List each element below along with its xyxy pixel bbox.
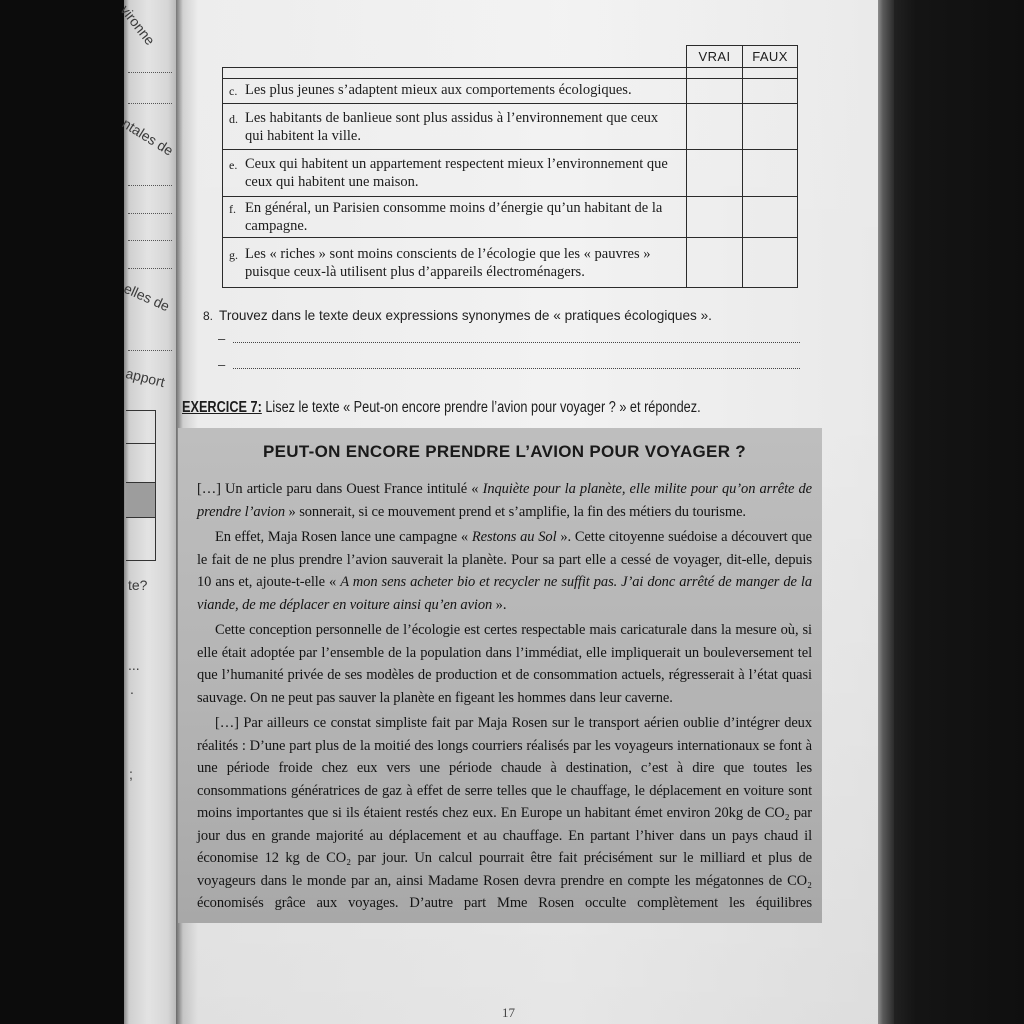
statement-text: Ceux qui habitent un appartement respectent mieux l’environnement que ceux qui habitent une maison. [245,156,668,190]
exercise-instruction: Lisez le texte « Peut-on encore prendre l’avion pour voyager ? » et répondez. [265,399,701,416]
left-page-fragment [117,0,184,1024]
paragraph-text: ». Cette citoyenne suédoise a découvert que le fait de ne plus prendre l’avion sauverait la planète. Pour sa part elle a cessé de voyager, dit-elle, depuis 10 ans et, ajoute-t-elle « [197,529,812,590]
left-page-table-line [126,410,156,411]
article-title: PEUT-ON ENCORE PRENDRE L’AVION POUR VOYAGER ? [263,442,746,461]
vrai-cell [687,150,743,197]
paragraph-text: Cette conception personnelle de l’écologie est certes respectable mais caricaturale dans la mesure où, si elle était adoptée par l’ensemble de la population dans l’immédiat, elle impliquerait un bouleversement tel que l’humanité privée de ses modèles de production et de consommation actuels, régresserait à l’état quasi sauvage. On ne peut pas sauver la planète en figeant les hommes dans leur caverne. [197,622,812,706]
faux-cell [743,238,798,288]
statement-label: c. [229,84,238,98]
paragraph-quote: Inquiète pour la planète, elle milite pour qu’on arrête de prendre l’avion [197,481,812,520]
paragraph-text: […] Un article paru dans Ouest France intitulé « [197,481,483,497]
article-paragraph [197,478,812,523]
vrai-cell [687,79,743,104]
left-page-dotted-line [128,185,172,186]
answer-line-1 [218,330,800,346]
left-page-dotted-line [128,240,172,241]
table-row [223,150,798,197]
left-page-dotted-line [128,72,172,73]
left-page-table-line [126,560,156,561]
left-page-text: ; [129,766,133,782]
statement-text: Les habitants de banlieue sont plus assidus à l’environnement que ceux qui habitent la ville. [245,109,659,144]
dark-background-right [876,0,1024,1024]
answer-dotted-line [233,368,800,369]
paragraph-text: […] Par ailleurs ce constat simpliste fait par Maja Rosen sur le transport aérien oublie d’intégrer deux réalités : D’une part plus de la moitié des longs courriers réalisés par les voyageurs internationaux se font à une période froide chez eux vers une période chaude à destination, c’est à dire que toutes les consommations génératrices de gaz à effet de serre telles que le chauffage, le déplacement en voiture sont moins importantes que si ils étaient restés chez eux. En Europe un habitant émet environ 20kg de CO₂ par jour dus en grande majorité au déplacement et au chauffage. En partant l’hiver dans un pays chaud il économise 12 kg de CO₂ par jour. Un calcul pourrait être fait précisément sur le milliard et plus de voyageurs dans le monde par an, ainsi Madame Rosen devra prendre en compte les mégatonnes de CO₂ économisés grâce aux voyages. D’autre part Mme Rosen occulte complètement les équilibres [197,715,812,911]
header-blank-cell [223,46,687,68]
exercise-heading [182,399,701,417]
statement-text: Les plus jeunes s’adaptent mieux aux comportements écologiques. [245,82,632,98]
paragraph-quote: A mon sens acheter bio et recycler ne suffit pas. J’ai donc arrêté de manger de la viande, de me déplacer en voiture ainsi qu’en avion [197,574,812,613]
faux-cell [743,150,798,197]
left-page-text: ... [128,657,140,673]
main-page [176,0,878,1024]
answer-line-2 [218,356,800,372]
left-page-dotted-line [128,103,172,104]
left-page-text: elles de [121,280,173,315]
left-page-dotted-line [128,213,172,214]
paragraph-text: En effet, Maja Rosen lance une campagne « [215,529,472,545]
statement-label: d. [229,111,238,126]
page-number: 17 [502,1005,515,1020]
table-row [223,79,798,104]
statement-label: e. [229,158,238,172]
table-row [223,238,798,288]
paragraph-text: ». [492,596,507,613]
left-page-dotted-line [128,268,172,269]
table-row [223,104,798,150]
statement-cell [223,238,687,288]
vrai-cell [687,104,743,150]
page-edge-shadow [878,0,894,1024]
statement-cell [223,104,687,150]
statement-text: Les « riches » sont moins conscients de l’écologie que les « pauvres » puisque ceux-là utilisent plus d’appareils électroménagers. [245,245,651,280]
left-page-dotted-line [128,350,172,351]
faux-cell [743,197,798,238]
statement-cell [223,197,687,238]
left-page-text: vironne [117,2,159,49]
spacer-cell [223,68,687,79]
faux-cell [743,79,798,104]
vrai-cell [687,238,743,288]
left-page-table-line [155,410,156,560]
statement-label: f. [229,202,236,216]
left-page-text: te? [128,577,148,593]
statement-label: g. [229,247,238,262]
spacer-cell [687,68,743,79]
answer-dotted-line [233,342,800,343]
paragraph-quote: Restons au Sol [471,529,557,545]
article-box [178,428,822,923]
faux-cell [743,104,798,150]
left-page-gray-cell [126,482,155,518]
article-paragraph [197,712,812,915]
answer-dash: – [218,357,226,372]
paragraph-text: » sonnerait, si ce mouvement prend et s’amplifie, la fin des métiers du tourisme. [285,503,746,520]
question-8 [203,308,712,323]
exercise-label: EXERCICE 7: [182,399,262,416]
question-number: 8. [203,309,214,323]
spacer-cell [743,68,798,79]
article-paragraph [197,526,812,616]
table-spacer-row [223,68,798,79]
left-page-text: ntales de [119,115,177,159]
table-row [223,197,798,238]
statement-cell [223,79,687,104]
left-page-text: . [130,681,134,697]
header-vrai: VRAI [687,46,743,68]
statement-text: En général, un Parisien consomme moins d’énergie qu’un habitant de la campagne. [245,200,663,234]
vrai-cell [687,197,743,238]
true-false-table [222,45,798,288]
table-header-row [223,46,798,68]
question-text: Trouvez dans le texte deux expressions synonymes de « pratiques écologiques ». [219,308,712,323]
left-page-text: apport [124,365,167,391]
answer-dash: – [218,331,226,346]
article-paragraph [197,619,812,709]
header-faux: FAUX [743,46,798,68]
statement-cell [223,150,687,197]
left-page-table-line [126,443,156,444]
